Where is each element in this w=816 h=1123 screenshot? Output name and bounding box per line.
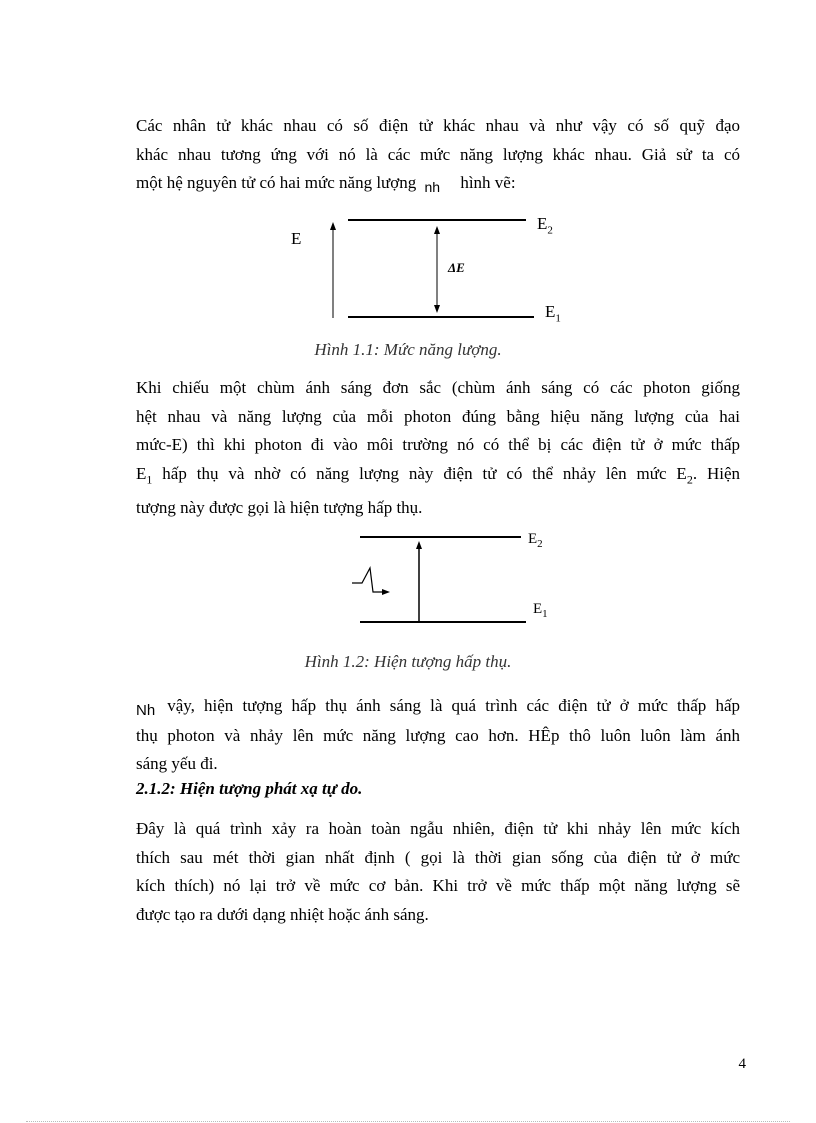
text-line <box>136 692 740 722</box>
text-line: Các nhân tử khác nhau có số điện tử khác nhau và như vậy có số quỹ đạo <box>136 116 740 135</box>
text-fragment: một hệ nguyên tử có hai mức năng lượng <box>136 173 417 193</box>
section-heading: 2.1.2: Hiện tượng phát xạ tự do. <box>136 779 363 798</box>
text-line: Đây là quá trình xảy ra hoàn toàn ngẫu nhiên, điện tử khi nhảy lên mức kích <box>136 819 740 838</box>
text-line: Khi chiếu một chùm ánh sáng đơn sắc (chùm ánh sáng có các photon giống <box>136 378 740 397</box>
text-line: được tạo ra dưới dạng nhiệt hoặc ánh sáng. <box>136 904 429 924</box>
text-line: thụ photon và nhảy lên mức năng lượng cao hơn. HÊp thô luôn luôn làm ánh <box>136 725 740 745</box>
delta-e-label: ΔE <box>448 260 465 275</box>
page-number: 4 <box>738 1056 746 1072</box>
footer-divider <box>26 1121 790 1122</box>
subscript: 2 <box>686 472 693 487</box>
label-text: E <box>528 531 538 547</box>
text-fragment: E <box>136 463 147 483</box>
lower-level-label <box>533 601 548 620</box>
label-subscript: 1 <box>542 608 548 620</box>
figure-caption: Hình 1.1: Mức năng lượng. <box>314 340 502 359</box>
paragraph-absorption-summary <box>136 692 740 779</box>
subscript: 1 <box>146 472 153 487</box>
text-line: khác nhau tương ứng với nó là các mức năng lượng khác nhau. Giả sử ta có <box>136 144 740 164</box>
text-line: kích thích) nó lại trở về mức cơ bản. Khi trở về mức thấp một năng lượng sẽ <box>136 876 740 896</box>
figure-caption: Hình 1.2: Hiện tượng hấp thụ. <box>304 652 512 671</box>
energy-axis-label: E <box>291 229 302 248</box>
label-text: E <box>545 302 556 321</box>
label-subscript: 2 <box>537 538 543 550</box>
label-text: E <box>537 214 548 233</box>
incoming-photon-arrow <box>352 568 386 592</box>
stray-text-fragment: nh <box>424 179 441 196</box>
paragraph-spontaneous-emission <box>136 815 740 929</box>
upper-level-label <box>528 531 543 550</box>
text-line: thích sau mét thời gian nhất định ( gọi là thời gian sống của điện tử ở mức <box>136 847 740 867</box>
text-line: mức-E) thì khi photon đi vào môi trường nó có thể bị các điện tử ở mức thấp <box>136 435 740 455</box>
text-fragment: . Hiện <box>692 463 741 483</box>
text-fragment: hấp thụ và nhờ có năng lượng này điện tử có thể nhảy lên mức E <box>162 463 687 483</box>
text-fragment: hình vẽ: <box>460 173 516 193</box>
label-text: E <box>533 601 543 617</box>
text-fragment: vậy, hiện tượng hấp thụ ánh sáng là quá trình các điện tử ở mức thấp hấp <box>167 696 740 715</box>
label-subscript: 2 <box>547 224 553 237</box>
text-line: tượng này được gọi là hiện tượng hấp thụ. <box>136 497 423 517</box>
stray-text-fragment: Nh <box>136 702 156 719</box>
text-line: hệt nhau và năng lượng của mỗi photon đúng bằng hiệu năng lượng của hai <box>136 406 740 426</box>
text-line: sáng yếu đi. <box>136 754 218 774</box>
label-subscript: 1 <box>555 312 561 325</box>
